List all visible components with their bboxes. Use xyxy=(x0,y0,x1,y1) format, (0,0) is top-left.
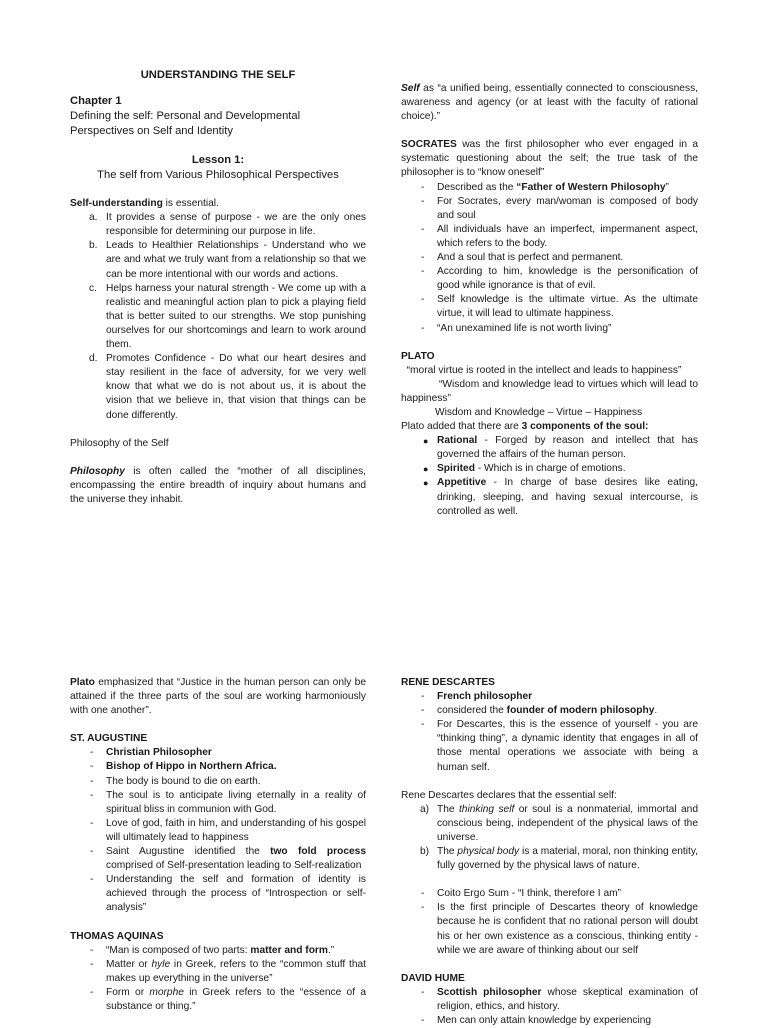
aquinas-heading: THOMAS AQUINAS xyxy=(70,930,164,942)
list-item: - French philosopher xyxy=(421,691,533,703)
plato-quote-2: “Wisdom and knowledge lead to virtues which will lead to happiness” xyxy=(401,378,698,404)
list-item: - considered the founder of modern philosophy. xyxy=(421,705,658,717)
self-definition: Self as “a unified being, essentially connected to consciousness, awareness and agency (or at least with the faculty of rational choice).” xyxy=(401,83,698,123)
page2-left-column xyxy=(70,676,366,1014)
list-item: ● Appetitive - In charge of base desires like eating, drinking, sleeping, and having sexual intercourse, is controlled as well. xyxy=(423,477,698,517)
plato-quote-1: PLATO “moral virtue is rooted in the intellect and leads to happiness” xyxy=(401,350,682,376)
descartes-points-list xyxy=(401,887,698,957)
list-item: - “Man is composed of two parts: matter and form.” xyxy=(90,944,335,956)
socrates-list xyxy=(401,181,698,336)
list-item: - Form or morphe in Greek refers to the “essence of a substance or thing.” xyxy=(90,986,366,1012)
list-item: b. Leads to Healthier Relationships - Understand who we are and what we truly want from a relationship so that we can be more intentional with our words and actions. xyxy=(89,240,366,280)
list-item: b) The physical body is a material, moral, non thinking entity, fully governed by the physical laws of nature. xyxy=(420,846,698,872)
list-item: - For Socrates, every man/woman is composed of body and soul xyxy=(421,195,698,221)
philosophy-heading: Philosophy of the Self xyxy=(70,437,169,449)
document-title: UNDERSTANDING THE SELF xyxy=(140,69,296,81)
list-item: a) The thinking self or soul is a nonmaterial, immortal and conscious being, independent of the physical laws of the universe. xyxy=(420,803,698,843)
lesson-title: The self from Various Philosophical Perspectives xyxy=(97,169,339,182)
list-item: - Matter or hyle in Greek, refers to the “common stuff that makes up everything in the universe” xyxy=(90,958,367,984)
list-item: - Men can only attain knowledge by experiencing xyxy=(421,1014,652,1026)
plato-formula: Wisdom and Knowledge – Virtue – Happiness xyxy=(435,406,643,418)
augustine-heading: ST. AUGUSTINE xyxy=(70,733,148,745)
list-item: - And a soul that is perfect and permanent. xyxy=(421,252,624,264)
page2-right-column xyxy=(401,676,698,1028)
aquinas-list xyxy=(70,944,366,1014)
list-item: - The body is bound to die on earth. xyxy=(90,775,261,787)
list-item: - Described as the “Father of Western Philosophy” xyxy=(421,181,669,193)
list-item: - Saint Augustine identified the two fold process comprised of Self-presentation leading to Self-realization xyxy=(90,846,366,872)
list-item: - For Descartes, this is the essence of yourself - you are “thinking thing”, a dynamic identity that engages in all of those mental operations we associate with being a human self. xyxy=(421,719,698,773)
list-item: - Self knowledge is the ultimate virtue. As the ultimate virtue, it will lead to ultimate happiness. xyxy=(421,294,698,320)
chapter-description: Defining the self: Personal and Developmental Perspectives on Self and Identity xyxy=(70,110,301,138)
list-item: a. It provides a sense of purpose - we are the only ones responsible for determining our purpose in life. xyxy=(89,212,366,238)
page1-right-column xyxy=(401,82,698,519)
list-item: ● Spirited - Which is in charge of emotions. xyxy=(423,463,626,475)
list-item: - Scottish philosopher whose skeptical examination of religion, ethics, and history. xyxy=(421,986,698,1012)
hume-heading: DAVID HUME xyxy=(401,972,465,984)
list-item: - Love of god, faith in him, and understanding of his gospel will ultimately lead to happiness xyxy=(90,817,366,843)
list-item: d. Promotes Confidence - Do what our heart desires and stay resilient in the face of adversity, for we very well know that what we do is not about us, it is about the vision that we believe in, that vision that things can be done differently. xyxy=(89,353,366,421)
list-item: ● Rational - Forged by reason and intellect that has governed the affairs of the human person. xyxy=(423,435,698,461)
plato-justice-paragraph: Plato emphasized that “Justice in the human person can only be attained if the three parts of the soul are working harmoniously with one another”. xyxy=(70,677,366,717)
chapter-label: Chapter 1 xyxy=(70,95,122,108)
augustine-list xyxy=(70,746,366,915)
list-item: - The soul is to anticipate living eternally in a reality of spiritual bliss in communion with God. xyxy=(90,789,366,815)
list-item: - Is the first principle of Descartes theory of knowledge because he is confident that no rational person will doubt his or her own existence as a conscious, thinking entity - while we are aware of thinking about our self xyxy=(421,902,698,956)
list-item: - “An unexamined life is not worth living” xyxy=(421,322,612,334)
hume-list xyxy=(401,986,698,1028)
list-item: - According to him, knowledge is the personification of good while ignorance is that of evil. xyxy=(421,266,698,292)
list-item: - Christian Philosopher xyxy=(90,747,212,759)
page1-left-column xyxy=(70,68,366,507)
list-item: - Bishop of Hippo in Northern Africa. xyxy=(90,761,277,773)
plato-components-intro: Plato added that there are 3 components of the soul: xyxy=(401,421,649,433)
soul-components-list xyxy=(401,434,698,519)
list-item: - Understanding the self and formation of identity is achieved through the process of “Introspection or self-analysis” xyxy=(90,874,366,914)
descartes-declares: Rene Descartes declares that the essential self: xyxy=(401,789,617,801)
descartes-heading: RENE DESCARTES xyxy=(401,677,495,688)
descartes-self-list xyxy=(401,803,698,873)
socrates-intro: SOCRATES was the first philosopher who ever engaged in a systematic questioning about the self; the true task of the philosopher is to “know oneself” xyxy=(401,139,698,179)
reasons-list xyxy=(70,211,366,422)
list-item: - Coito Ergo Sum - “I think, therefore I am” xyxy=(421,888,622,900)
list-item: - All individuals have an imperfect, impermanent aspect, which refers to the body. xyxy=(421,223,698,249)
lesson-label: Lesson 1: xyxy=(191,154,245,167)
list-item: c. Helps harness your natural strength - We come up with a realistic and meaningful action plan to pick a playing field that is better suited to our strengths. We stop punishing ourselves for our shortcomings and learn to work around them. xyxy=(89,282,366,351)
self-understanding-intro: Self-understanding is essential. xyxy=(70,198,219,210)
philosophy-paragraph: Philosophy is often called the “mother of all disciplines, encompassing the entire breadth of inquiry about humans and the universe they inhabit. xyxy=(70,465,366,505)
descartes-intro-list xyxy=(401,690,698,775)
